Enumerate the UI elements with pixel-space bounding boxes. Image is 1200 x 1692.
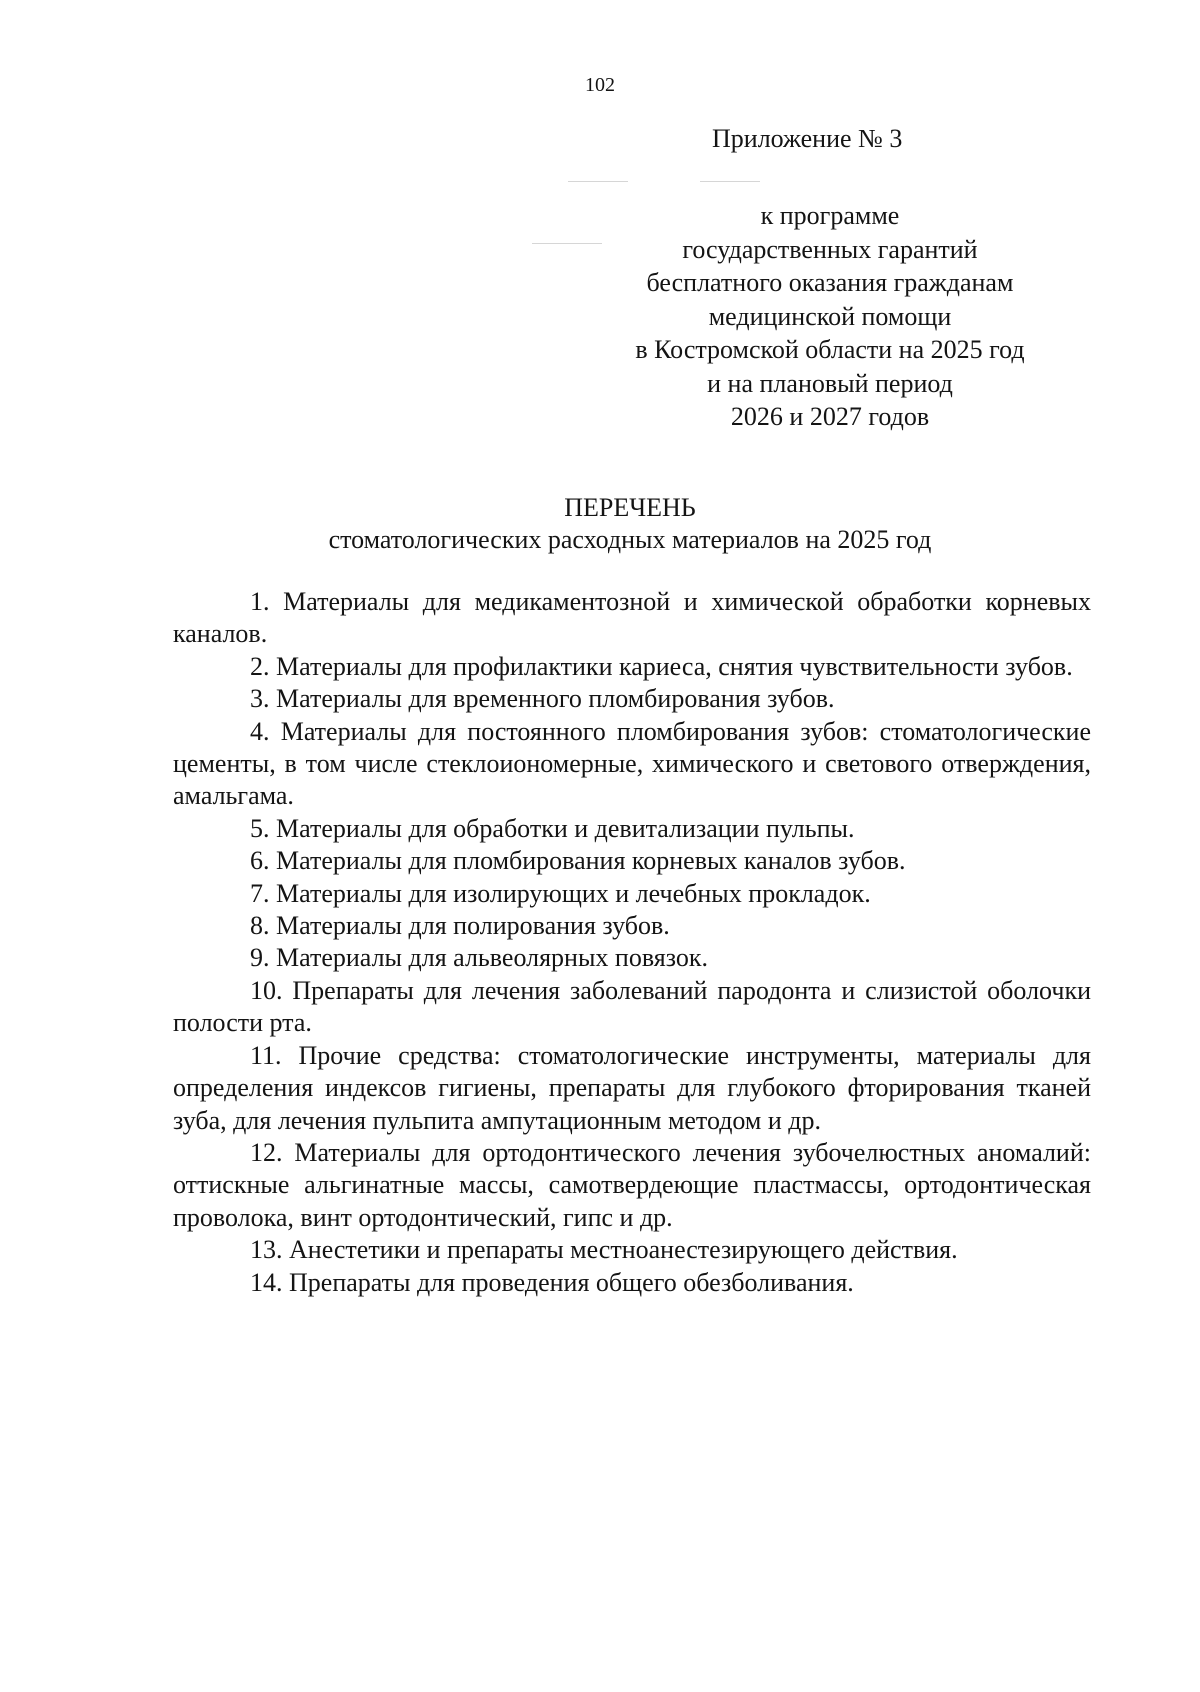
scan-artifact <box>568 181 628 182</box>
appendix-title: Приложение № 3 <box>712 124 903 153</box>
list-item: 7. Материалы для изолирующих и лечебных прокладок. <box>250 878 871 908</box>
appendix-line: в Костромской области на 2025 год <box>635 335 1025 364</box>
list-item: 8. Материалы для полирования зубов. <box>250 911 670 941</box>
list-item: 2. Материалы для профилактики кариеса, снятия чувствительности зубов. <box>250 651 1073 681</box>
appendix-line: 2026 и 2027 годов <box>730 402 930 431</box>
appendix-line: к программе <box>760 201 900 230</box>
document-title: ПЕРЕЧЕНЬ <box>564 493 696 522</box>
list-item: 14. Препараты для проведения общего обезболивания. <box>250 1267 854 1297</box>
appendix-line: бесплатного оказания гражданам <box>646 268 1014 297</box>
list-item: 1. Материалы для медикаментозной и химической обработки корневых каналов. <box>173 587 1091 649</box>
list-item: 11. Прочие средства: стоматологические инструменты, материалы для определения индексов гигиены, препараты для глубокого фторирования тканей зуба, для лечения пульпита ампутационным методом и др. <box>173 1040 1091 1135</box>
list-item: 6. Материалы для пломбирования корневых каналов зубов. <box>250 846 906 876</box>
list-item: 3. Материалы для временного пломбирования зубов. <box>250 684 835 714</box>
list-item: 5. Материалы для обработки и девитализации пульпы. <box>250 813 855 843</box>
list-item: 4. Материалы для постоянного пломбирования зубов: стоматологические цементы, в том числе стеклоиономерные, химического и светового отверждения, амальгама. <box>173 716 1091 811</box>
list-item: 10. Препараты для лечения заболеваний пародонта и слизистой оболочки полости рта. <box>173 975 1091 1038</box>
page-number: 102 <box>585 74 615 96</box>
appendix-caption <box>590 199 1070 434</box>
appendix-line: медицинской помощи <box>708 301 952 331</box>
list-item: 9. Материалы для альвеолярных повязок. <box>250 943 708 973</box>
list-item: 12. Материалы для ортодонтического лечения зубочелюстных аномалий: оттискные альгинатные массы, самотвердеющие пластмассы, ортодонтическая проволока, винт ортодонтический, гипс и др. <box>173 1137 1091 1232</box>
materials-list <box>173 586 1091 1299</box>
appendix-line: государственных гарантий <box>682 234 978 264</box>
document-subtitle: стоматологических расходных материалов на 2025 год <box>328 525 932 554</box>
scan-artifact <box>700 181 760 182</box>
list-item: 13. Анестетики и препараты местноанестезирующего действия. <box>250 1235 958 1265</box>
appendix-line: и на плановый период <box>707 368 953 398</box>
